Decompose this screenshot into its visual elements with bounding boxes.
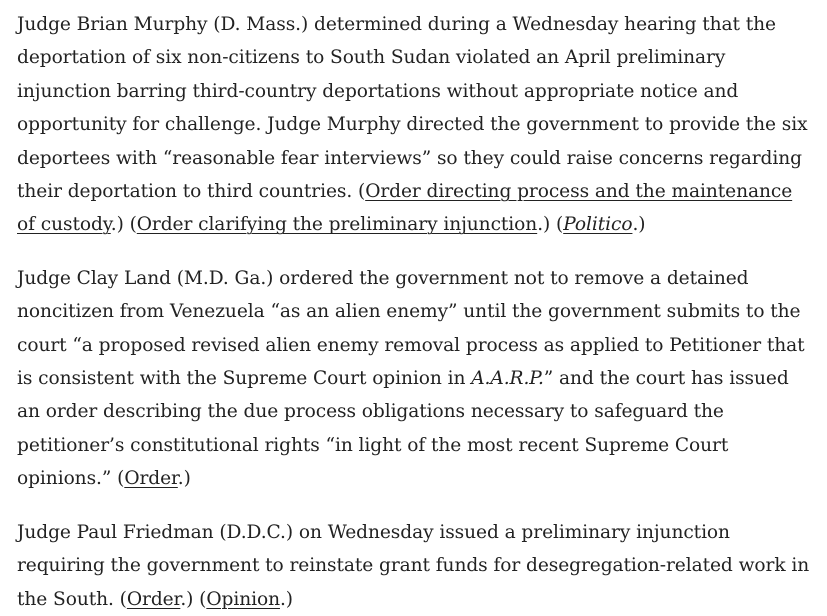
order-link[interactable]: Order [126, 588, 181, 610]
paragraph-murphy [17, 8, 811, 242]
paragraph-text: Judge Brian Murphy (D. Mass.) determined during a Wednesday hearing that the deportation of six non-citizens to South Sudan violated an April preliminary injunction barring third-country deportations without appropriate notice and opportunity for challenge. Judge Murphy directed the government to provide the six deportees with “reasonable fear interviews” so they could raise concerns regarding their deportation to third countries. ( [17, 14, 808, 203]
case-name-italic: A.A.R.P. [471, 368, 544, 390]
order-clarifying-injunction-link[interactable]: Order clarifying the preliminary injunction [136, 214, 538, 236]
paragraph-text: ” and the court has issued an order describing the due process obligations necessary to safeguard the petitioner’s constitutional rights “in light of the most recent Supreme Court opinions.” ( [17, 368, 789, 490]
opinion-link[interactable]: Opinion [206, 588, 280, 610]
paragraph-text: .) ( [110, 214, 137, 236]
paragraph-text: .) ( [180, 588, 207, 610]
paragraph-text: .) [279, 588, 293, 610]
paragraph-friedman [17, 516, 811, 616]
order-directing-process-link[interactable]: Order directing process and the maintenance of custody [17, 181, 793, 236]
politico-link[interactable]: Politico [563, 214, 633, 236]
paragraph-text: Judge Paul Friedman (D.D.C.) on Wednesday issued a preliminary injunction requiring the government to reinstate grant funds for desegregation-related work in the South. ( [17, 521, 810, 610]
paragraph-text: .) [177, 468, 191, 490]
paragraph-land [17, 262, 811, 496]
paragraph-text: Judge Clay Land (M.D. Ga.) ordered the government not to remove a detained noncitizen from Venezuela “as an alien enemy” until the government submits to the court “a proposed revised alien enemy removal process as applied to Petitioner that is consistent with the Supreme Court opinion in [17, 267, 805, 390]
paragraph-text: .) ( [537, 214, 564, 236]
order-link[interactable]: Order [124, 468, 178, 490]
paragraph-text: .) [632, 214, 646, 236]
